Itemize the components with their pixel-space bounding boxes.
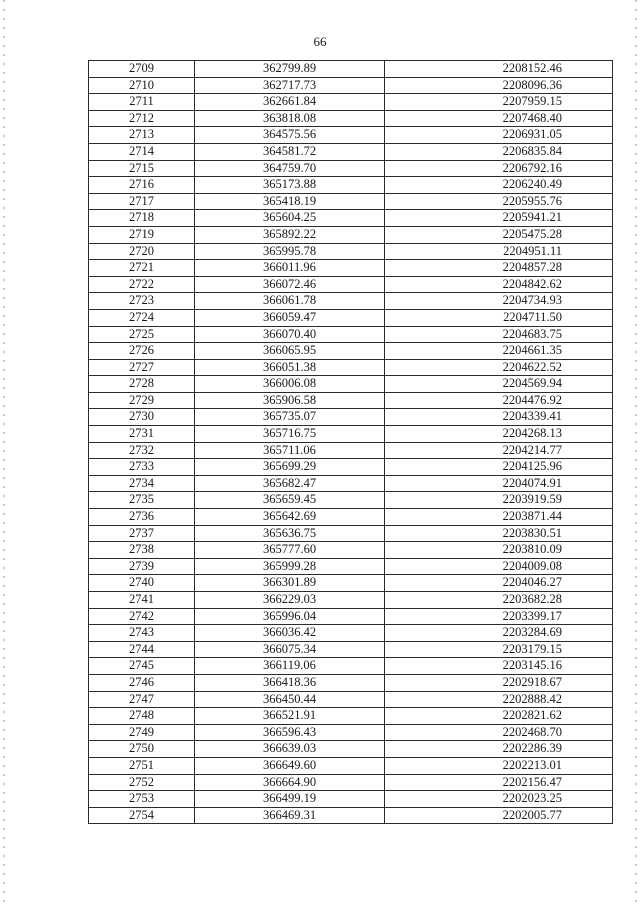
- x-coordinate-cell: 366664.90: [195, 774, 385, 791]
- point-number-cell: 2749: [89, 724, 195, 741]
- table-row: [89, 94, 613, 111]
- y-coordinate-cell: 2204683.75: [385, 326, 613, 343]
- table-row: [89, 774, 613, 791]
- point-number-cell: 2738: [89, 542, 195, 559]
- point-number-cell: 2725: [89, 326, 195, 343]
- x-coordinate-cell: 364581.72: [195, 143, 385, 160]
- x-coordinate-cell: 365659.45: [195, 492, 385, 509]
- table-row: [89, 309, 613, 326]
- table-row: [89, 525, 613, 542]
- point-number-cell: 2733: [89, 459, 195, 476]
- y-coordinate-cell: 2203919.59: [385, 492, 613, 509]
- y-coordinate-cell: 2204622.52: [385, 359, 613, 376]
- point-number-cell: 2726: [89, 343, 195, 360]
- table-row: [89, 77, 613, 94]
- table-row: [89, 791, 613, 808]
- y-coordinate-cell: 2204711.50: [385, 309, 613, 326]
- point-number-cell: 2716: [89, 177, 195, 194]
- x-coordinate-cell: 365999.28: [195, 558, 385, 575]
- y-coordinate-cell: 2202213.01: [385, 757, 613, 774]
- point-number-cell: 2752: [89, 774, 195, 791]
- y-coordinate-cell: 2202005.77: [385, 807, 613, 824]
- x-coordinate-cell: 366006.08: [195, 376, 385, 393]
- x-coordinate-cell: 366075.34: [195, 641, 385, 658]
- x-coordinate-cell: 365682.47: [195, 475, 385, 492]
- x-coordinate-cell: 365699.29: [195, 459, 385, 476]
- y-coordinate-cell: 2203145.16: [385, 658, 613, 675]
- x-coordinate-cell: 363818.08: [195, 110, 385, 127]
- x-coordinate-cell: 365735.07: [195, 409, 385, 426]
- table-row: [89, 807, 613, 824]
- coordinate-table: [88, 60, 613, 824]
- point-number-cell: 2734: [89, 475, 195, 492]
- point-number-cell: 2732: [89, 442, 195, 459]
- point-number-cell: 2736: [89, 509, 195, 526]
- x-coordinate-cell: 362717.73: [195, 77, 385, 94]
- x-coordinate-cell: 364759.70: [195, 160, 385, 177]
- table-row: [89, 724, 613, 741]
- point-number-cell: 2720: [89, 243, 195, 260]
- point-number-cell: 2710: [89, 77, 195, 94]
- y-coordinate-cell: 2202023.25: [385, 791, 613, 808]
- point-number-cell: 2730: [89, 409, 195, 426]
- x-coordinate-cell: 366119.06: [195, 658, 385, 675]
- y-coordinate-cell: 2203179.15: [385, 641, 613, 658]
- table-row: [89, 343, 613, 360]
- point-number-cell: 2740: [89, 575, 195, 592]
- table-row: [89, 293, 613, 310]
- y-coordinate-cell: 2206240.49: [385, 177, 613, 194]
- table-row: [89, 509, 613, 526]
- y-coordinate-cell: 2203284.69: [385, 625, 613, 642]
- table-row: [89, 674, 613, 691]
- point-number-cell: 2728: [89, 376, 195, 393]
- table-row: [89, 392, 613, 409]
- table-row: [89, 492, 613, 509]
- x-coordinate-cell: 366450.44: [195, 691, 385, 708]
- table-row: [89, 276, 613, 293]
- point-number-cell: 2712: [89, 110, 195, 127]
- x-coordinate-cell: 366521.91: [195, 708, 385, 725]
- table-row: [89, 691, 613, 708]
- y-coordinate-cell: 2202468.70: [385, 724, 613, 741]
- point-number-cell: 2746: [89, 674, 195, 691]
- y-coordinate-cell: 2204339.41: [385, 409, 613, 426]
- x-coordinate-cell: 365604.25: [195, 210, 385, 227]
- table-row: [89, 592, 613, 609]
- point-number-cell: 2750: [89, 741, 195, 758]
- x-coordinate-cell: 366418.36: [195, 674, 385, 691]
- point-number-cell: 2747: [89, 691, 195, 708]
- point-number-cell: 2742: [89, 608, 195, 625]
- x-coordinate-cell: 366065.95: [195, 343, 385, 360]
- point-number-cell: 2739: [89, 558, 195, 575]
- scan-edge-right: [635, 0, 637, 905]
- x-coordinate-cell: 366011.96: [195, 260, 385, 277]
- y-coordinate-cell: 2204214.77: [385, 442, 613, 459]
- point-number-cell: 2729: [89, 392, 195, 409]
- x-coordinate-cell: 365711.06: [195, 442, 385, 459]
- x-coordinate-cell: 362661.84: [195, 94, 385, 111]
- point-number-cell: 2724: [89, 309, 195, 326]
- x-coordinate-cell: 365642.69: [195, 509, 385, 526]
- point-number-cell: 2745: [89, 658, 195, 675]
- table-row: [89, 193, 613, 210]
- table-row: [89, 61, 613, 78]
- x-coordinate-cell: 365777.60: [195, 542, 385, 559]
- x-coordinate-cell: 366061.78: [195, 293, 385, 310]
- y-coordinate-cell: 2203682.28: [385, 592, 613, 609]
- x-coordinate-cell: 365636.75: [195, 525, 385, 542]
- y-coordinate-cell: 2208152.46: [385, 61, 613, 78]
- x-coordinate-cell: 366059.47: [195, 309, 385, 326]
- point-number-cell: 2744: [89, 641, 195, 658]
- table-row: [89, 143, 613, 160]
- x-coordinate-cell: 365906.58: [195, 392, 385, 409]
- point-number-cell: 2754: [89, 807, 195, 824]
- y-coordinate-cell: 2203871.44: [385, 509, 613, 526]
- table-row: [89, 409, 613, 426]
- table-row: [89, 608, 613, 625]
- point-number-cell: 2718: [89, 210, 195, 227]
- coordinate-table-body: [89, 61, 613, 824]
- point-number-cell: 2741: [89, 592, 195, 609]
- x-coordinate-cell: 365996.04: [195, 608, 385, 625]
- point-number-cell: 2722: [89, 276, 195, 293]
- x-coordinate-cell: 365173.88: [195, 177, 385, 194]
- point-number-cell: 2711: [89, 94, 195, 111]
- point-number-cell: 2731: [89, 426, 195, 443]
- y-coordinate-cell: 2202918.67: [385, 674, 613, 691]
- x-coordinate-cell: 366051.38: [195, 359, 385, 376]
- scan-edge-left: [3, 0, 5, 905]
- table-row: [89, 542, 613, 559]
- x-coordinate-cell: 366499.19: [195, 791, 385, 808]
- table-row: [89, 459, 613, 476]
- y-coordinate-cell: 2207959.15: [385, 94, 613, 111]
- y-coordinate-cell: 2204661.35: [385, 343, 613, 360]
- y-coordinate-cell: 2207468.40: [385, 110, 613, 127]
- table-row: [89, 177, 613, 194]
- table-row: [89, 575, 613, 592]
- point-number-cell: 2737: [89, 525, 195, 542]
- table-row: [89, 260, 613, 277]
- y-coordinate-cell: 2204009.08: [385, 558, 613, 575]
- point-number-cell: 2723: [89, 293, 195, 310]
- y-coordinate-cell: 2202156.47: [385, 774, 613, 791]
- point-number-cell: 2721: [89, 260, 195, 277]
- y-coordinate-cell: 2203399.17: [385, 608, 613, 625]
- y-coordinate-cell: 2206931.05: [385, 127, 613, 144]
- table-row: [89, 127, 613, 144]
- point-number-cell: 2713: [89, 127, 195, 144]
- y-coordinate-cell: 2208096.36: [385, 77, 613, 94]
- x-coordinate-cell: 366596.43: [195, 724, 385, 741]
- table-row: [89, 658, 613, 675]
- x-coordinate-cell: 364575.56: [195, 127, 385, 144]
- x-coordinate-cell: 366072.46: [195, 276, 385, 293]
- point-number-cell: 2751: [89, 757, 195, 774]
- y-coordinate-cell: 2203810.09: [385, 542, 613, 559]
- table-row: [89, 475, 613, 492]
- table-row: [89, 442, 613, 459]
- table-row: [89, 558, 613, 575]
- y-coordinate-cell: 2205941.21: [385, 210, 613, 227]
- table-row: [89, 243, 613, 260]
- y-coordinate-cell: 2204569.94: [385, 376, 613, 393]
- table-row: [89, 210, 613, 227]
- table-row: [89, 376, 613, 393]
- table-row: [89, 426, 613, 443]
- y-coordinate-cell: 2202821.62: [385, 708, 613, 725]
- table-row: [89, 359, 613, 376]
- y-coordinate-cell: 2203830.51: [385, 525, 613, 542]
- y-coordinate-cell: 2202286.39: [385, 741, 613, 758]
- point-number-cell: 2714: [89, 143, 195, 160]
- y-coordinate-cell: 2206792.16: [385, 160, 613, 177]
- y-coordinate-cell: 2204734.93: [385, 293, 613, 310]
- point-number-cell: 2743: [89, 625, 195, 642]
- table-row: [89, 757, 613, 774]
- table-row: [89, 741, 613, 758]
- y-coordinate-cell: 2204125.96: [385, 459, 613, 476]
- x-coordinate-cell: 365418.19: [195, 193, 385, 210]
- x-coordinate-cell: 362799.89: [195, 61, 385, 78]
- x-coordinate-cell: 366070.40: [195, 326, 385, 343]
- point-number-cell: 2735: [89, 492, 195, 509]
- table-row: [89, 110, 613, 127]
- y-coordinate-cell: 2204857.28: [385, 260, 613, 277]
- y-coordinate-cell: 2202888.42: [385, 691, 613, 708]
- x-coordinate-cell: 366469.31: [195, 807, 385, 824]
- y-coordinate-cell: 2206835.84: [385, 143, 613, 160]
- y-coordinate-cell: 2204476.92: [385, 392, 613, 409]
- x-coordinate-cell: 365892.22: [195, 226, 385, 243]
- point-number-cell: 2715: [89, 160, 195, 177]
- table-row: [89, 160, 613, 177]
- x-coordinate-cell: 366649.60: [195, 757, 385, 774]
- table-row: [89, 708, 613, 725]
- x-coordinate-cell: 366229.03: [195, 592, 385, 609]
- y-coordinate-cell: 2205475.28: [385, 226, 613, 243]
- y-coordinate-cell: 2204842.62: [385, 276, 613, 293]
- x-coordinate-cell: 365995.78: [195, 243, 385, 260]
- point-number-cell: 2748: [89, 708, 195, 725]
- x-coordinate-cell: 366301.89: [195, 575, 385, 592]
- table-row: [89, 625, 613, 642]
- y-coordinate-cell: 2205955.76: [385, 193, 613, 210]
- y-coordinate-cell: 2204046.27: [385, 575, 613, 592]
- x-coordinate-cell: 365716.75: [195, 426, 385, 443]
- table-row: [89, 326, 613, 343]
- y-coordinate-cell: 2204074.91: [385, 475, 613, 492]
- y-coordinate-cell: 2204951.11: [385, 243, 613, 260]
- table-row: [89, 641, 613, 658]
- table-row: [89, 226, 613, 243]
- x-coordinate-cell: 366036.42: [195, 625, 385, 642]
- point-number-cell: 2719: [89, 226, 195, 243]
- x-coordinate-cell: 366639.03: [195, 741, 385, 758]
- point-number-cell: 2753: [89, 791, 195, 808]
- point-number-cell: 2717: [89, 193, 195, 210]
- y-coordinate-cell: 2204268.13: [385, 426, 613, 443]
- point-number-cell: 2727: [89, 359, 195, 376]
- point-number-cell: 2709: [89, 61, 195, 78]
- page-number: 66: [313, 34, 327, 49]
